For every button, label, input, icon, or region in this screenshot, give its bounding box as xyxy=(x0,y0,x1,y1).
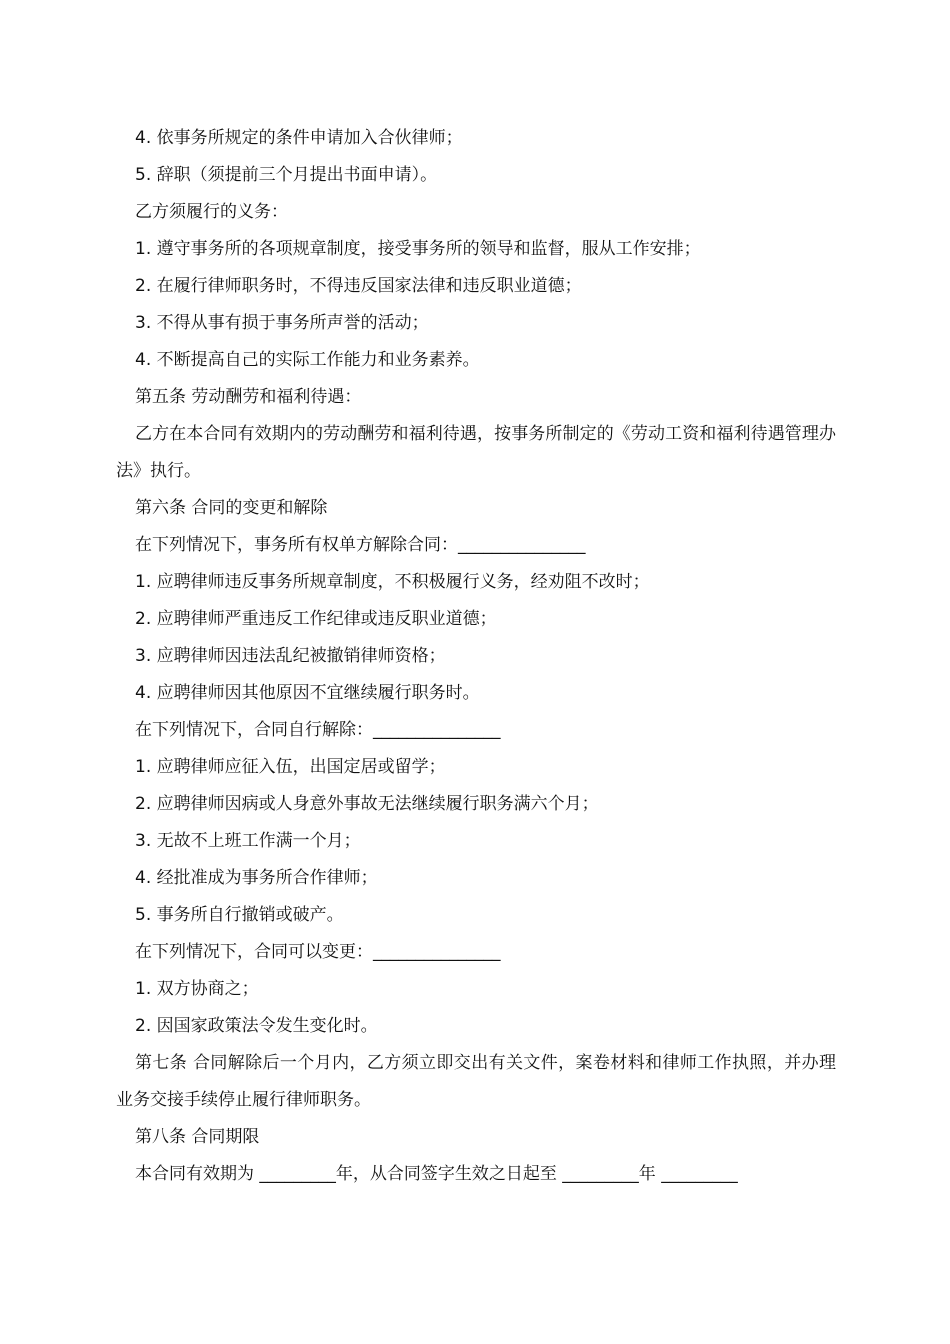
text-line: 5. 事务所自行撤销或破产。 xyxy=(135,905,344,925)
text-line: 3. 无故不上班工作满一个月； xyxy=(135,831,361,851)
section-heading: 第五条 劳动酬劳和福利待遇： xyxy=(135,387,362,407)
text-line: 3. 不得从事有损于事务所声誉的活动； xyxy=(135,313,429,333)
paragraph: 乙方在本合同有效期内的劳动酬劳和福利待遇，按事务所制定的《劳动工资和福利待遇管理办法》执行。 xyxy=(116,424,836,481)
text-line: 乙方须履行的义务： xyxy=(135,202,288,222)
text-line: 1. 双方协商之； xyxy=(135,979,259,999)
text-line: 2. 在履行律师职务时，不得违反国家法律和违反职业道德； xyxy=(135,276,582,296)
text-line: 5. 辞职（须提前三个月提出书面申请）。 xyxy=(135,165,438,185)
text-line: 1. 应聘律师违反事务所规章制度，不积极履行义务，经劝阻不改时； xyxy=(135,572,650,592)
text-line: 在下列情况下，合同可以变更：_______________ xyxy=(135,942,501,962)
section-heading: 第六条 合同的变更和解除 xyxy=(135,498,328,518)
text-line: 4. 依事务所规定的条件申请加入合伙律师； xyxy=(135,128,463,148)
text-line: 2. 应聘律师因病或人身意外事故无法继续履行职务满六个月； xyxy=(135,794,599,814)
paragraph: 第七条 合同解除后一个月内，乙方须立即交出有关文件，案卷材料和律师工作执照，并办理业务交接手续停止履行律师职务。 xyxy=(116,1053,836,1110)
text-line: 2. 因国家政策法令发生变化时。 xyxy=(135,1016,378,1036)
text-line: 在下列情况下，合同自行解除：_______________ xyxy=(135,720,501,740)
section-heading: 第八条 合同期限 xyxy=(135,1127,260,1147)
text-line: 1. 应聘律师应征入伍，出国定居或留学； xyxy=(135,757,446,777)
text-line: 4. 经批准成为事务所合作律师； xyxy=(135,868,378,888)
text-line: 在下列情况下，事务所有权单方解除合同：_______________ xyxy=(135,535,586,555)
document-body xyxy=(116,120,836,1193)
text-line: 3. 应聘律师因违法乱纪被撤销律师资格； xyxy=(135,646,446,666)
text-line: 4. 不断提高自己的实际工作能力和业务素养。 xyxy=(135,350,480,370)
text-line: 1. 遵守事务所的各项规章制度，接受事务所的领导和监督，服从工作安排； xyxy=(135,239,701,259)
text-line: 4. 应聘律师因其他原因不宜继续履行职务时。 xyxy=(135,683,480,703)
text-line: 2. 应聘律师严重违反工作纪律或违反职业道德； xyxy=(135,609,497,629)
text-line: 本合同有效期为 _________年，从合同签字生效之日起至 _________年 _________ xyxy=(135,1164,738,1184)
